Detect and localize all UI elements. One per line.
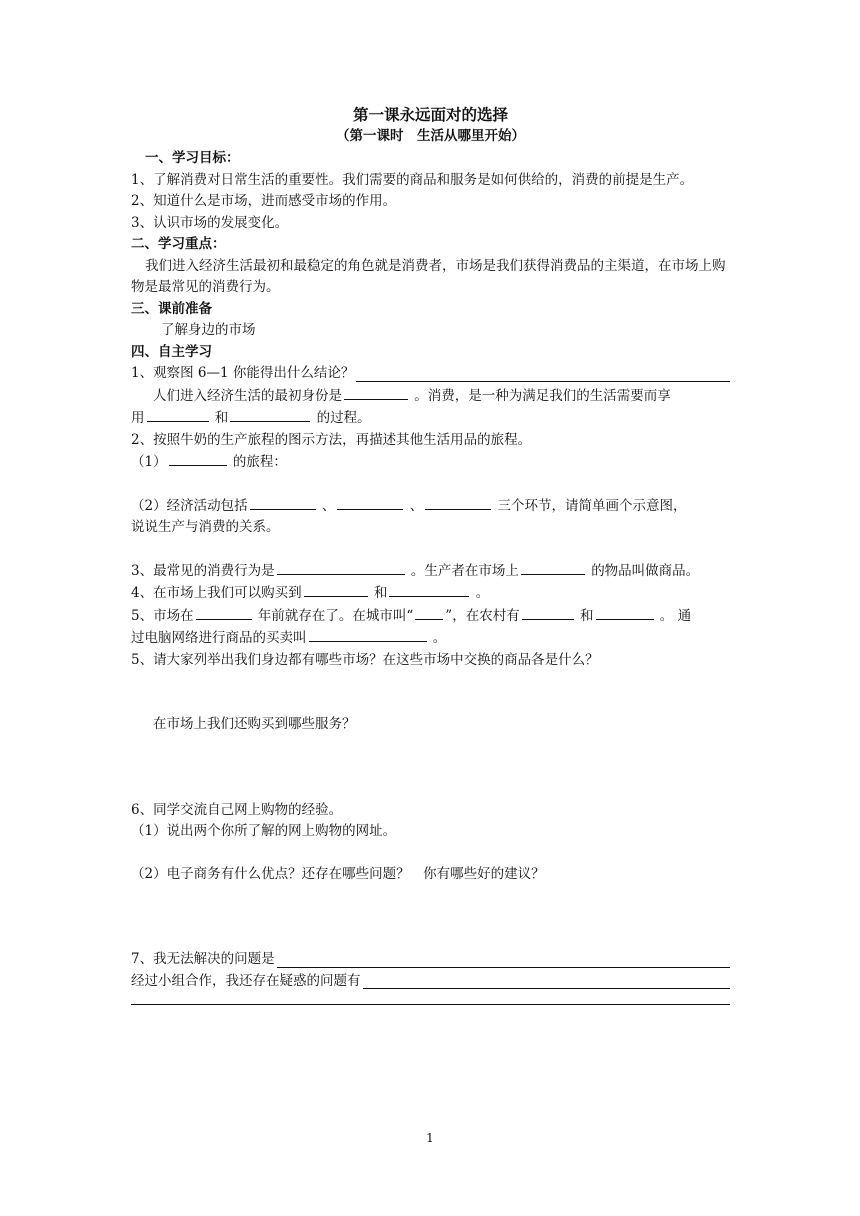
question-1-b-text: 人们进入经济生活的最初身份是 — [153, 387, 342, 404]
question-1-b — [131, 385, 730, 408]
question-5-text-4: 和 — [580, 607, 594, 624]
question-6-a: （1）说出两个你所了解的网上购物的网址。 — [131, 823, 397, 839]
question-5-services: 在市场上我们还购买到哪些服务？ — [153, 716, 356, 732]
answer-line[interactable] — [356, 366, 730, 382]
goal-1: 1、了解消费对日常生活的重要性。我们需要的商品和服务是如何供给的，消费的前提是生产。 — [131, 171, 694, 188]
question-2: 2、按照牛奶的生产旅程的图示方法，再描述其他生活用品的旅程。 — [131, 431, 532, 448]
question-6: 6、同学交流自己网上购物的经验。 — [131, 801, 343, 818]
answer-blank[interactable] — [415, 605, 443, 620]
question-2-b-text-2: 三个环节，请简单画个示意图， — [497, 497, 687, 514]
worksheet-page — [131, 104, 730, 1005]
section-heading-key-points: 二、学习重点： — [131, 236, 226, 252]
answer-space[interactable] — [131, 736, 730, 800]
section-heading-self-study: 四、自主学习 — [131, 343, 212, 360]
question-5 — [131, 605, 730, 628]
question-1-c — [131, 407, 730, 430]
separator: 、 — [321, 497, 336, 514]
answer-space[interactable] — [131, 539, 730, 560]
section-heading-goals: 一、学习目标： — [145, 150, 240, 166]
goal-2: 2、知道什么是市场，进而感受市场的作用。 — [131, 193, 397, 209]
question-1 — [131, 363, 730, 385]
question-5-continued — [131, 627, 730, 650]
answer-line[interactable] — [277, 952, 730, 968]
question-4-text-3: 。 — [475, 585, 490, 601]
answer-blank[interactable] — [522, 605, 574, 620]
page-number: 1 — [426, 1131, 434, 1145]
answer-blank[interactable] — [304, 582, 368, 597]
answer-blank[interactable] — [147, 407, 209, 422]
question-7-b-text: 经过小组合作，我还存在疑惑的问题有 — [131, 972, 361, 989]
question-6-b: （2）电子商务有什么优点？还存在哪些问题？ 你有哪些好的建议？ — [131, 865, 545, 882]
question-3-text-2: 。生产者在市场上 — [410, 562, 519, 579]
separator: 、 — [409, 497, 424, 514]
question-1-c-text-2: 和 — [214, 410, 229, 426]
question-5-text-3: ”，在农村有 — [445, 607, 520, 624]
question-1-b-text-2: 。消费，是一种为满足我们的生活需要而享 — [414, 387, 671, 404]
question-5-markets: 5、请大家列举出我们身边都有哪些市场？在这些市场中交换的商品各是什么？ — [131, 651, 599, 668]
question-7 — [131, 949, 730, 971]
question-2-b — [131, 495, 730, 518]
answer-blank[interactable] — [196, 605, 252, 620]
answer-space[interactable] — [131, 474, 730, 495]
question-5-f-text: 过电脑网络进行商品的买卖叫 — [131, 630, 307, 646]
answer-blank[interactable] — [230, 407, 310, 422]
answer-line-full[interactable] — [131, 992, 730, 1005]
answer-blank[interactable] — [596, 605, 654, 620]
answer-blank[interactable] — [169, 451, 227, 466]
question-2-a — [131, 451, 730, 474]
question-2-b-continued: 说说生产与消费的关系。 — [131, 519, 280, 535]
question-1-text: 1、观察图 6—1 你能得出什么结论？ — [131, 365, 355, 381]
answer-blank[interactable] — [277, 560, 405, 575]
question-3-text-3: 的物品叫做商品。 — [591, 562, 700, 579]
question-1-c-text: 用 — [131, 410, 145, 426]
question-3-text: 3、最常见的消费行为是 — [131, 562, 275, 579]
answer-line[interactable] — [363, 973, 731, 989]
answer-blank[interactable] — [309, 627, 427, 642]
question-1-c-text-3: 的过程。 — [316, 410, 371, 426]
answer-blank[interactable] — [389, 582, 469, 597]
answer-blank[interactable] — [521, 560, 585, 575]
question-5-text-2: 年前就存在了。在城市叫“ — [257, 607, 414, 624]
question-4-text-2: 和 — [373, 585, 388, 601]
question-5-text-5: 。 通 — [659, 607, 692, 624]
goal-3: 3、认识市场的发展变化。 — [131, 214, 289, 231]
document-subtitle: （第一课时 生活从哪里开始） — [336, 128, 525, 144]
answer-space[interactable] — [131, 671, 730, 714]
answer-blank[interactable] — [344, 385, 408, 400]
question-5-f-text-2: 。 — [432, 630, 447, 646]
answer-space[interactable] — [131, 885, 730, 949]
question-2-a-text-2: 的旅程： — [232, 454, 287, 470]
key-point-text: 我们进入经济生活最初和最稳定的角色就是消费者，市场是我们获得消费品的主渠道，在市场上购物是最常见的消费行为。 — [131, 257, 726, 295]
question-4-text: 4、在市场上我们可以购买到 — [131, 585, 302, 601]
question-4 — [131, 582, 730, 605]
question-3 — [131, 560, 730, 583]
answer-blank[interactable] — [337, 495, 403, 510]
question-2-a-text: （1） — [131, 454, 167, 470]
answer-blank[interactable] — [250, 495, 316, 510]
question-7-b — [131, 971, 730, 993]
preparation-text: 了解身边的市场 — [161, 322, 256, 338]
question-2-b-text: （2）经济活动包括 — [131, 497, 248, 514]
question-7-text: 7、我无法解决的问题是 — [131, 951, 275, 967]
document-title: 第一课永远面对的选择 — [352, 105, 508, 124]
question-5-text: 5、市场在 — [131, 607, 194, 624]
answer-blank[interactable] — [425, 495, 491, 510]
section-heading-preparation: 三、课前准备 — [131, 300, 212, 317]
answer-space[interactable] — [131, 843, 730, 864]
